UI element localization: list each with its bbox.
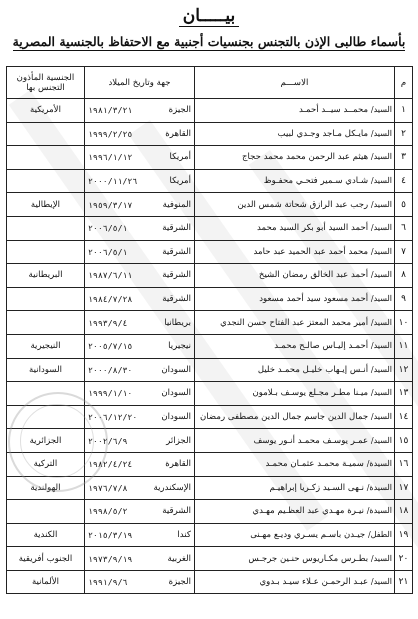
table-row (7, 311, 413, 335)
applicant-title: السيد/ (370, 223, 392, 233)
birth-cell (85, 146, 195, 170)
nationality-cell: التركية (7, 452, 85, 476)
table-row (7, 523, 413, 547)
row-number: ٧ (395, 240, 413, 264)
birth-place: الشرقية (162, 246, 191, 257)
birth-date: ١٩٩٣/٩/٤ (88, 317, 128, 328)
table-row (7, 547, 413, 571)
birth-cell (85, 523, 195, 547)
document-title: بيـــــان (0, 6, 418, 27)
applicant-name-cell (195, 547, 395, 571)
applicant-name: ميـنا مطـر مجـلع يوسـف بـلامون (252, 388, 369, 399)
applicant-name-cell (195, 382, 395, 406)
row-number: ٢٠ (395, 547, 413, 571)
birth-place: الغربية (167, 553, 191, 564)
table-row (7, 99, 413, 123)
birth-cell (85, 476, 195, 500)
birth-cell (85, 334, 195, 358)
nationality-cell: الجنوب أفريقية (7, 547, 85, 571)
row-number: ١٠ (395, 311, 413, 335)
applicant-name-cell (195, 99, 395, 123)
nationality-cell: الجزائرية (7, 429, 85, 453)
applicant-title: السيدة/ (366, 506, 392, 516)
applicant-name: سميـة محمـد عثمـان محمـد (265, 459, 364, 470)
row-number: ١١ (395, 334, 413, 358)
row-number: ٤ (395, 169, 413, 193)
row-number: ١٦ (395, 452, 413, 476)
table-row (7, 216, 413, 240)
applicant-name-cell (195, 146, 395, 170)
birth-cell (85, 547, 195, 571)
birth-cell (85, 287, 195, 311)
birth-place: الشرقية (162, 294, 191, 305)
birth-cell (85, 311, 195, 335)
applicant-name: هيثم عبد الرحمن محمد محمد حجاج (241, 152, 369, 163)
birth-date: ٢٠١٥/٣/١٩ (88, 529, 133, 540)
birth-place: المنوفية (162, 199, 191, 210)
birth-date: ١٩٩١/٩/٦ (88, 577, 128, 588)
table-row (7, 122, 413, 146)
applicant-name: أحمد مسعود سيد أحمد مسعود (259, 294, 369, 305)
applicant-name-cell (195, 287, 395, 311)
nationality-cell (7, 122, 85, 146)
applicant-title: السيدة/ (366, 459, 392, 469)
applicant-name: عمـر يوسـف محمـد أنـور يوسف (253, 435, 369, 446)
birth-date: ١٩٧٣/٩/١٩ (88, 553, 133, 564)
birth-cell (85, 193, 195, 217)
birth-date: ١٩٩٦/١/١٢ (88, 152, 133, 163)
birth-cell (85, 99, 195, 123)
row-number: ١٢ (395, 358, 413, 382)
applicant-title: الطفل/ (367, 529, 392, 539)
birth-date: ٢٠٠٠/٨/٣٠ (88, 364, 133, 375)
header-num: م (395, 67, 413, 99)
birth-cell (85, 358, 195, 382)
table-row (7, 358, 413, 382)
row-number: ٣ (395, 146, 413, 170)
applicant-name-cell (195, 240, 395, 264)
birth-cell (85, 264, 195, 288)
birth-date: ٢٠٠٢/٦/٩ (88, 435, 128, 446)
table-row (7, 193, 413, 217)
nationality-cell: الكندية (7, 523, 85, 547)
applicant-name-cell (195, 358, 395, 382)
birth-date: ٢٠٠٦/٥/١ (88, 246, 128, 257)
applicant-name: جمال الدين جاسم جمال الدين مصطفى رمضان (199, 412, 369, 423)
applicant-title: السيد/ (370, 388, 392, 398)
applicant-title: السيد/ (370, 246, 392, 256)
document-subtitle: بأسماء طالبى الإذن بالتجنس بجنسيات أجنبية مع الاحتفاظ بالجنسية المصرية (12, 34, 406, 49)
birth-cell (85, 169, 195, 193)
birth-date: ١٩٩٩/٢/٢٥ (88, 128, 133, 139)
table-row (7, 146, 413, 170)
nationality-cell: البريطانية (7, 264, 85, 288)
nationality-cell (7, 500, 85, 524)
applicant-name-cell (195, 334, 395, 358)
applicant-name: شـادي سـمير فتحـي محفـوظ (263, 176, 369, 187)
table-header-row (7, 67, 413, 99)
birth-place: القاهرة (165, 128, 191, 139)
applicant-title: السيد/ (370, 270, 392, 280)
applicant-name: أحمد عبد الخالق رمضان الشيخ (258, 270, 369, 281)
table-row (7, 570, 413, 594)
row-number: ١٧ (395, 476, 413, 500)
birth-date: ٢٠٠٠/١١/٢٦ (88, 176, 138, 187)
applicant-name: جيـدن باسـم يسـري وديـع مهـنى (250, 529, 366, 540)
row-number: ٢١ (395, 570, 413, 594)
nationality-cell (7, 169, 85, 193)
header-dob: جهة وتاريخ الميلاد (85, 67, 195, 99)
applicant-name-cell (195, 476, 395, 500)
applicant-title: السيد/ (370, 553, 392, 563)
applicant-name-cell (195, 311, 395, 335)
header-name: الاســـم (195, 67, 395, 99)
nationality-cell: الإيطالية (7, 193, 85, 217)
applicant-name-cell (195, 523, 395, 547)
birth-date: ١٩٩٨/٥/٢ (88, 506, 128, 517)
applicant-title: السيد/ (370, 412, 392, 422)
birth-date: ١٩٨١/٣/٢١ (88, 105, 133, 116)
table-row (7, 169, 413, 193)
row-number: ٦ (395, 216, 413, 240)
applicant-name-cell (195, 500, 395, 524)
nationality-cell: الأمريكية (7, 99, 85, 123)
birth-place: السودان (161, 388, 191, 399)
birth-place: أمريكا (169, 152, 191, 163)
birth-place: نيجيريا (168, 341, 191, 352)
nationality-cell: الهولندية (7, 476, 85, 500)
applicant-name-cell (195, 405, 395, 429)
birth-place: الجيزة (168, 577, 191, 588)
birth-date: ٢٠٠٦/٥/١ (88, 223, 128, 234)
birth-date: ٢٠٠٦/١٢/٢٠ (88, 412, 138, 423)
birth-place: الشرقية (162, 506, 191, 517)
table-row (7, 240, 413, 264)
applicant-title: السيد/ (370, 128, 392, 138)
birth-place: السودان (161, 412, 191, 423)
official-stamp (8, 392, 108, 492)
nationality-cell (7, 216, 85, 240)
applicant-title: السيد/ (370, 577, 392, 587)
applicant-name: أحمد السيد أبو بكر السيد محمد (257, 223, 369, 234)
birth-place: الإسكندرية (153, 482, 191, 493)
nationality-cell: النيجيرية (7, 334, 85, 358)
applicant-title: السيد/ (370, 105, 392, 115)
row-number: ١٥ (395, 429, 413, 453)
table-row (7, 334, 413, 358)
birth-cell (85, 122, 195, 146)
applicant-name: نيـرة مهـدي عبد العظـيم مهـدي (252, 506, 364, 517)
row-number: ١٣ (395, 382, 413, 406)
applicant-name-cell (195, 570, 395, 594)
birth-place: كندا (177, 529, 191, 540)
birth-place: الشرقية (162, 223, 191, 234)
birth-place: الجيزة (168, 105, 191, 116)
birth-date: ١٩٨٧/٦/١١ (88, 270, 133, 281)
birth-cell (85, 216, 195, 240)
applicant-title: السيد/ (370, 152, 392, 162)
birth-place: بريطانيا (164, 317, 191, 328)
birth-place: القاهرة (165, 459, 191, 470)
applicant-name-cell (195, 452, 395, 476)
applicant-name: أحمـد إليـاس صالـح محمـد (274, 341, 369, 352)
nationality-cell (7, 146, 85, 170)
row-number: ٢ (395, 122, 413, 146)
applicant-name: محمد أحمد عبد الحميد عبد حامد (253, 246, 369, 257)
birth-place: السودان (161, 364, 191, 375)
row-number: ١ (395, 99, 413, 123)
nationality-cell (7, 287, 85, 311)
applicant-title: السيد/ (370, 199, 392, 209)
birth-date: ١٩٥٩/٣/١٧ (88, 199, 133, 210)
nationality-cell (7, 311, 85, 335)
nationality-cell: السودانية (7, 358, 85, 382)
birth-cell (85, 570, 195, 594)
table-row (7, 287, 413, 311)
applicant-title: السيد/ (370, 317, 392, 327)
row-number: ١٨ (395, 500, 413, 524)
applicant-title: السيد/ (370, 341, 392, 351)
applicant-name: أنـس إيـهاب خليـل محمـد خليل (257, 364, 369, 375)
birth-date: ١٩٨٤/٧/٢٨ (88, 294, 133, 305)
applicant-name: مايـكل مـاجد وجـدي لبيب (277, 128, 369, 139)
applicant-title: السيدة/ (366, 482, 392, 492)
applicant-title: السيد/ (370, 294, 392, 304)
applicant-name-cell (195, 429, 395, 453)
table-row (7, 500, 413, 524)
birth-cell (85, 240, 195, 264)
birth-place: أمريكا (169, 176, 191, 187)
applicant-name-cell (195, 169, 395, 193)
birth-date: ١٩٩٩/١/١٠ (88, 388, 133, 399)
birth-cell (85, 382, 195, 406)
nationality-cell: الألمانية (7, 570, 85, 594)
applicant-name: بطـرس مكـاريوس حنـين جرجـس (248, 553, 369, 564)
applicant-name: نـهى السـيد زكـريا إبراهيـم (269, 482, 364, 493)
birth-place: الجزائر (166, 435, 191, 446)
row-number: ٨ (395, 264, 413, 288)
birth-date: ١٩٧٦/٧/٨ (88, 482, 128, 493)
header-nationality: الجنسية المأذون التجنس بها (7, 67, 85, 99)
row-number: ٥ (395, 193, 413, 217)
row-number: ١٤ (395, 405, 413, 429)
row-number: ١٩ (395, 523, 413, 547)
birth-place: الشرقية (162, 270, 191, 281)
applicant-title: السيد/ (370, 364, 392, 374)
row-number: ٩ (395, 287, 413, 311)
applicant-title: السيد/ (370, 176, 392, 186)
nationality-cell (7, 240, 85, 264)
applicant-name-cell (195, 216, 395, 240)
birth-date: ٢٠٠٥/٧/١٥ (88, 341, 133, 352)
applicant-name-cell (195, 122, 395, 146)
applicant-title: السيد/ (370, 435, 392, 445)
applicant-name: أمير محمد المعتز عبد الفتاح حسن النجدي (220, 317, 369, 328)
birth-date: ١٩٨٢/٤/٢٤ (88, 459, 133, 470)
table-row (7, 264, 413, 288)
applicant-name: رجب عبد الرازق شحاتة شمس الدين (237, 199, 369, 210)
applicants-table (6, 66, 413, 594)
applicant-name-cell (195, 193, 395, 217)
applicant-name-cell (195, 264, 395, 288)
applicant-name: عبـد الرحمـن عـلاء سيـد بـدوي (259, 577, 369, 588)
applicant-name: محمــد سيــد أحمـد (298, 105, 369, 116)
birth-cell (85, 500, 195, 524)
